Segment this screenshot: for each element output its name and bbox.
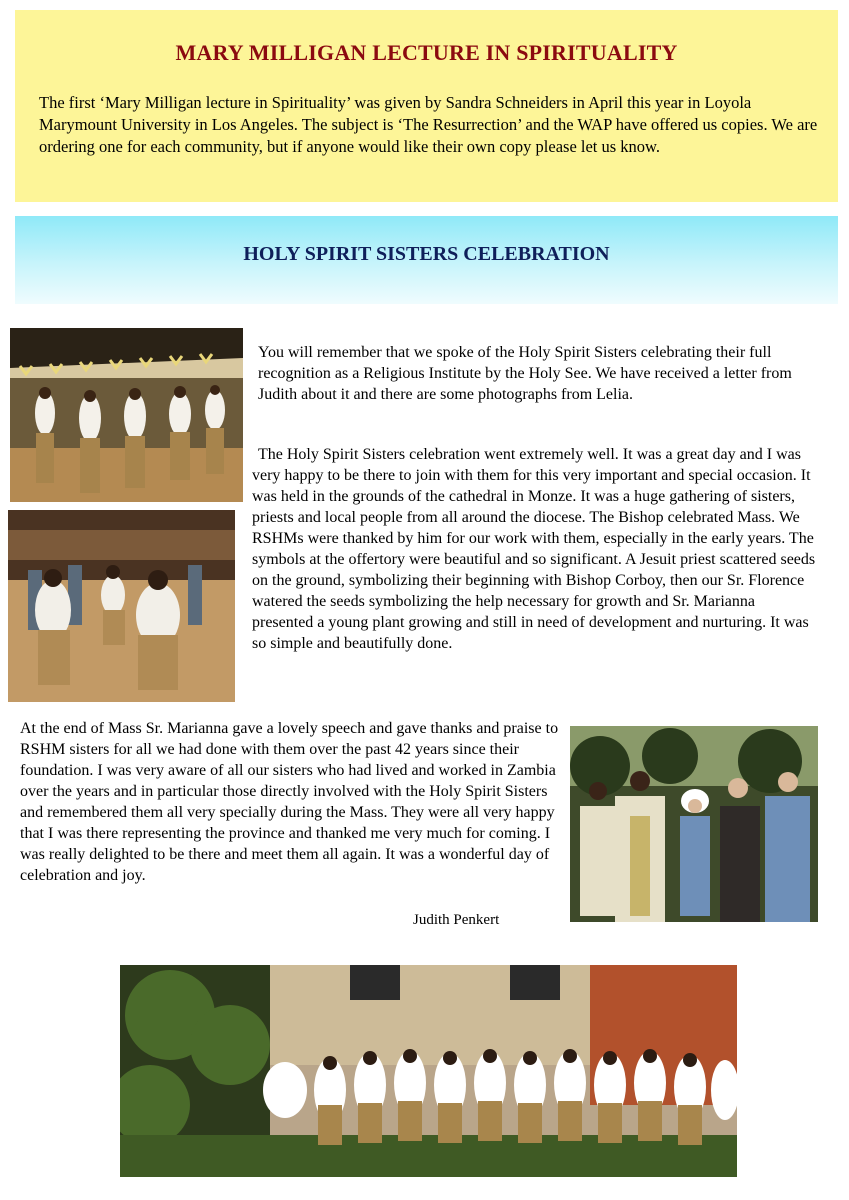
- celebration-paragraph-1-rest: cathedral in Monze. It was a huge gathering of sisters, priests and local people from all around the diocese. The Bishop celebrated Mass. We RSHMs were thanked by him for our work with them, especially in the early years. The symbols at the offertory were beautiful and so significant. A Jesuit priest scattered seeds on the ground, symbolizing their beginning with Bishop Corboy, then our Sr. Florence watered the seeds symbolizing the help necessary for growth and Sr. Marianna presented a young plant growing and still in need of development and nurturing. It was so simple and beautifully done.: [252, 488, 816, 652]
- photo-sisters-group: [120, 965, 737, 1177]
- celebration-header: [15, 216, 838, 304]
- photo-sisters-dancing: [10, 328, 243, 502]
- lecture-body: The first ‘Mary Milligan lecture in Spirituality’ was given by Sandra Schneiders in April this year in Loyola Marymount University in Los Angeles. The subject is ‘The Resurrection’ and the WAP have offered us copies. We are ordering one for each community, but if anyone would like their own copy please let us know.: [39, 93, 818, 156]
- author-signature: Judith Penkert: [413, 912, 500, 928]
- celebration-title: HOLY SPIRIT SISTERS CELEBRATION: [243, 243, 610, 265]
- lecture-section: [15, 10, 838, 202]
- celebration-paragraph-2: At the end of Mass Sr. Marianna gave a lovely speech and gave thanks and praise to RSHM sisters for all we had done with them over the past 42 years since their foundation. I was very aware of all our sisters who had lived and worked in Zambia over the years and in particular those directly involved with the Holy Spirit Sisters and remembered them all very specially during the Mass. They were all very happy that I was there representing the province and thanked me very much for coming. I was really delighted to be there and meet them all again. It was a wonderful day of celebration and joy.: [20, 720, 559, 884]
- lecture-title: MARY MILLIGAN LECTURE IN SPIRITUALITY: [175, 40, 678, 65]
- celebration-paragraph-1-start: The Holy Spirit Sisters celebration went extremely well. It was a great day and I was very happy to be there to join with them for this very important and special occasion. It was held in the grounds of the: [252, 446, 811, 505]
- photo-priests-and-sisters: [570, 726, 818, 922]
- celebration-paragraph-1: [252, 444, 818, 654]
- photo-sisters-courtyard: [8, 510, 235, 702]
- celebration-intro: You will remember that we spoke of the Holy Spirit Sisters celebrating their full recognition as a Religious Institute by the Holy See. We have received a letter from Judith about it and there are some photographs from Lelia.: [258, 344, 792, 403]
